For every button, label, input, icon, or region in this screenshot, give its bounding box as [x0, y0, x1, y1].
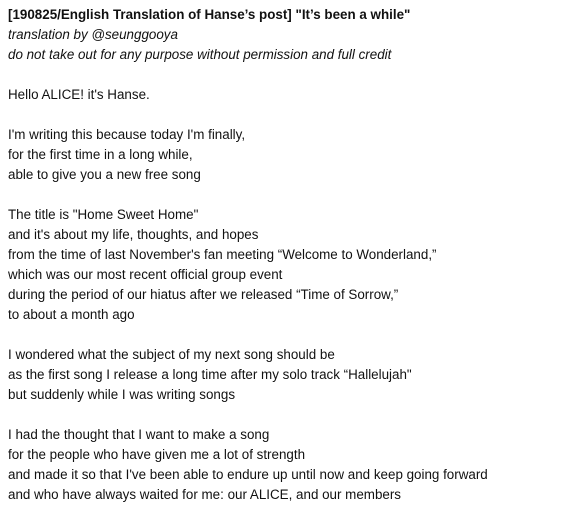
text-line: as the first song I release a long time after my solo track “Hallelujah" — [8, 367, 412, 382]
text-line: for the people who have given me a lot of strength — [8, 447, 306, 462]
translator-credit: translation by @seunggooya — [8, 27, 178, 42]
text-line: to about a month ago — [8, 307, 135, 322]
text-line: able to give you a new free song — [8, 167, 201, 182]
paragraph-3 — [8, 345, 560, 405]
spacer — [8, 405, 560, 425]
text-line: from the time of last November's fan meeting “Welcome to Wonderland,” — [8, 247, 437, 262]
text-line: I wondered what the subject of my next song should be — [8, 347, 335, 362]
text-line: for the first time in a long while, — [8, 147, 193, 162]
spacer — [8, 65, 560, 85]
paragraph-1 — [8, 125, 560, 185]
text-line: and made it so that I've been able to endure up until now and keep going forward — [8, 467, 488, 482]
text-line: during the period of our hiatus after we released “Time of Sorrow,” — [8, 287, 399, 302]
text-line: and who have always waited for me: our ALICE, and our members — [8, 487, 401, 502]
text-line: which was our most recent official group event — [8, 267, 283, 282]
paragraph-2 — [8, 205, 560, 325]
paragraph-4 — [8, 425, 560, 505]
spacer — [8, 185, 560, 205]
greeting-line: Hello ALICE! it's Hanse. — [8, 87, 150, 102]
text-line: I'm writing this because today I'm finally, — [8, 127, 246, 142]
text-line: and it's about my life, thoughts, and hopes — [8, 227, 259, 242]
document-body — [8, 5, 560, 505]
post-title: [190825/English Translation of Hanse’s post] "It’s been a while" — [8, 7, 411, 22]
usage-notice: do not take out for any purpose without permission and full credit — [8, 47, 392, 62]
spacer — [8, 325, 560, 345]
text-line: I had the thought that I want to make a song — [8, 427, 270, 442]
text-line: The title is "Home Sweet Home" — [8, 207, 199, 222]
text-line: but suddenly while I was writing songs — [8, 387, 236, 402]
spacer — [8, 105, 560, 125]
